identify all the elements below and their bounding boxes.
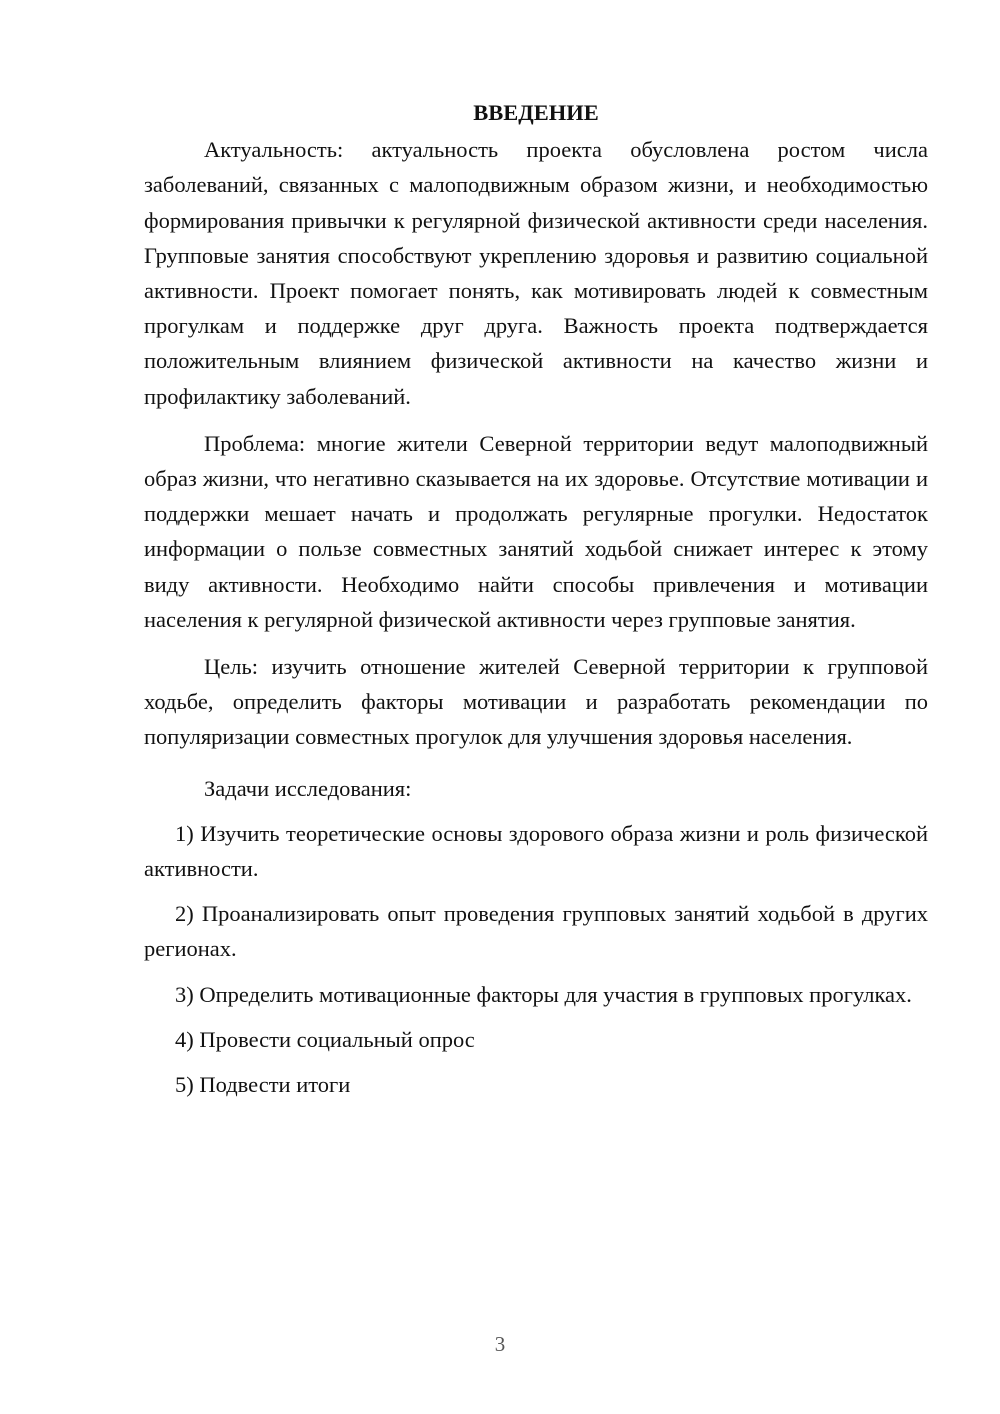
paragraph-goal: Цель: изучить отношение жителей Северной территории к групповой ходьбе, определить факторы мотивации и разработать рекомендации по популяризации совместных прогулок для улучшения здоровья населения.: [144, 654, 928, 750]
list-item: 2) Проанализировать опыт проведения групповых занятий ходьбой в других регионах.: [144, 901, 928, 962]
tasks-heading: Задачи исследования:: [204, 775, 412, 801]
list-item: 5) Подвести итоги: [175, 1072, 351, 1098]
list-item: 4) Провести социальный опрос: [175, 1026, 475, 1052]
paragraph-relevance: Актуальность: актуальность проекта обусловлена ростом числа заболеваний, связанных с малоподвижным образом жизни, и необходимостью формирования привычки к регулярной физической активности среди населения. Групповые занятия способствуют укреплению здоровья и развитию социальной активности. Проект помогает понять, как мотивировать людей к совместным прогулкам и поддержке друг друга. Важность проекта подтверждается положительным влиянием физической активности на качество жизни и профилактику заболеваний.: [144, 137, 928, 409]
page-number: 3: [494, 1332, 506, 1356]
tasks-list: [144, 816, 928, 1102]
section-title: ВВЕДЕНИЕ: [473, 100, 599, 125]
paragraph-problem: Проблема: многие жители Северной территории ведут малоподвижный образ жизни, что негативно сказывается на их здоровье. Отсутствие мотивации и поддержки мешает начать и продолжать регулярные прогулки. Недостаток информации о пользе совместных занятий ходьбой снижает интерес к этому виду активности. Необходимо найти способы привлечения и мотивации населения к регулярной физической активности через групповые занятия.: [144, 430, 928, 632]
list-item: 1) Изучить теоретические основы здорового образа жизни и роль физической активности.: [144, 820, 928, 882]
document-page: [144, 95, 928, 1112]
list-item: 3) Определить мотивационные факторы для участия в групповых прогулках.: [175, 981, 912, 1007]
